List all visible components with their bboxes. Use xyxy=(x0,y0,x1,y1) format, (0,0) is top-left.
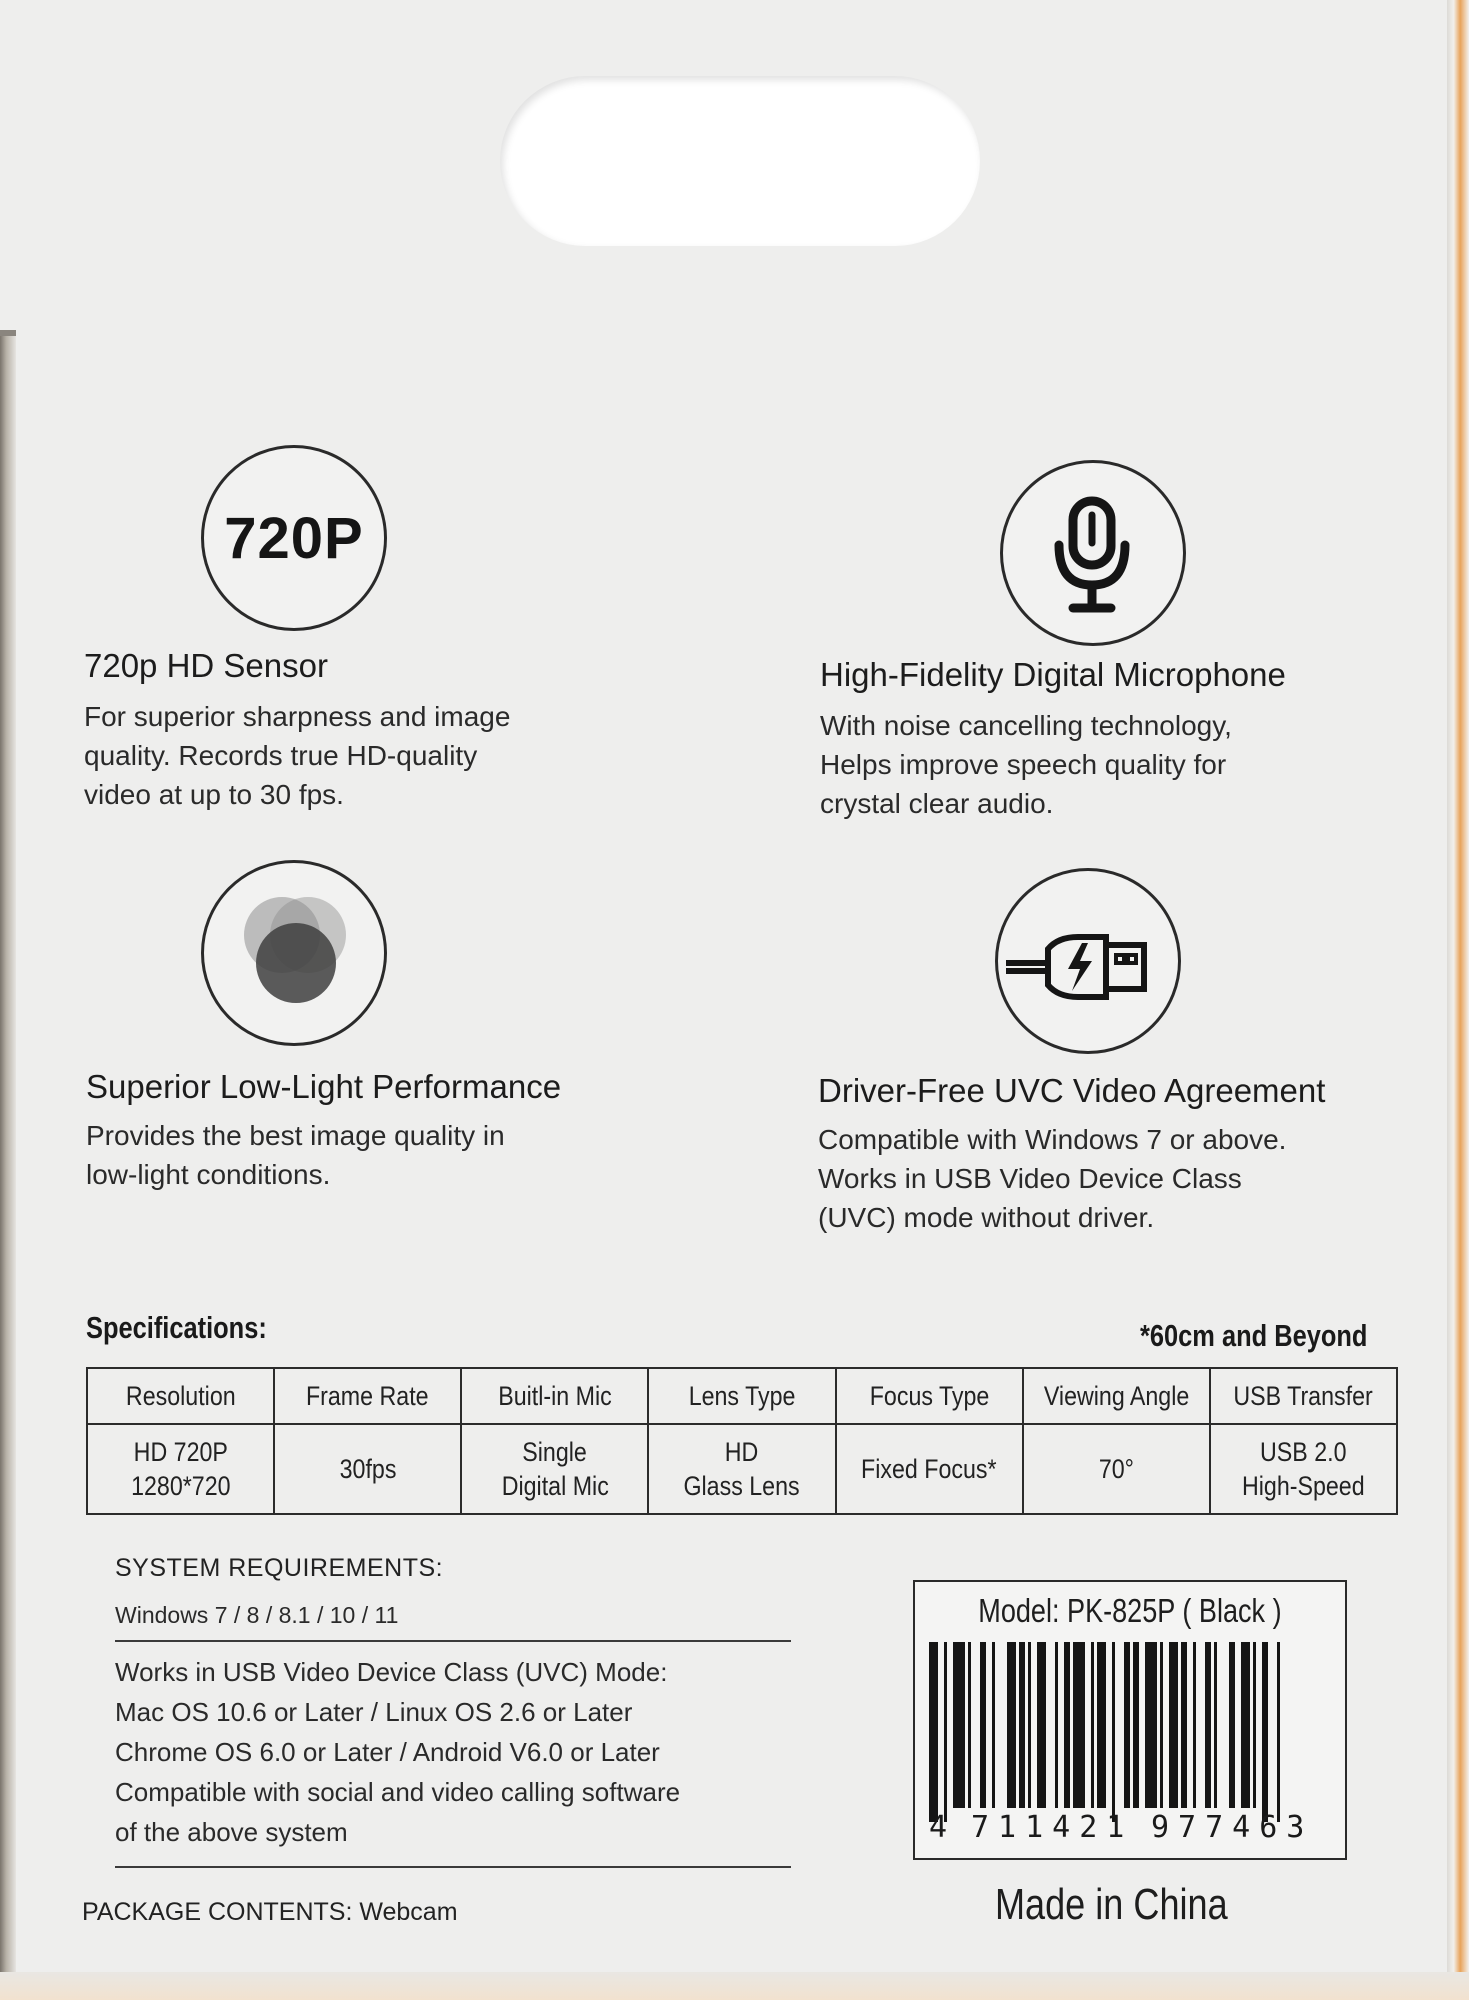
feature-title-microphone: High-Fidelity Digital Microphone xyxy=(820,656,1286,693)
barcode-bar xyxy=(1097,1642,1106,1808)
spec-value-cell: Single Digital Mic xyxy=(461,1424,648,1514)
barcode-bar xyxy=(1193,1642,1196,1808)
feature-title-uvc: Driver-Free UVC Video Agreement xyxy=(818,1072,1326,1109)
feature-desc-microphone xyxy=(820,706,1232,823)
barcode-bar xyxy=(980,1642,986,1808)
box-left-edge xyxy=(0,335,16,2000)
feature-title-sensor: 720p HD Sensor xyxy=(84,647,328,684)
specifications-heading: Specifications: xyxy=(86,1310,267,1345)
distance-note: *60cm and Beyond xyxy=(1140,1318,1368,1353)
spec-value-cell: 70° xyxy=(1023,1424,1210,1514)
hang-hole xyxy=(500,76,980,246)
divider xyxy=(115,1866,791,1868)
barcode-bar xyxy=(1064,1642,1070,1808)
720p-badge-label: 720P xyxy=(224,505,364,571)
feature-desc-line: (UVC) mode without driver. xyxy=(818,1202,1155,1233)
feature-desc-line: Helps improve speech quality for xyxy=(820,749,1227,780)
spec-value-cell: HD 720P 1280*720 xyxy=(87,1424,274,1514)
barcode-bar xyxy=(953,1642,965,1808)
barcode-bar xyxy=(1214,1642,1217,1808)
box-right-edge xyxy=(1447,0,1469,2000)
feature-desc-line: quality. Records true HD-quality xyxy=(84,740,478,771)
barcode-bar xyxy=(1229,1642,1235,1808)
barcode-bar xyxy=(1073,1642,1085,1808)
barcode-bar xyxy=(1181,1642,1187,1808)
barcode-bar xyxy=(944,1642,947,1822)
barcode-bar xyxy=(1169,1642,1178,1808)
barcode-bar xyxy=(1253,1642,1256,1808)
feature-desc-lowlight xyxy=(86,1116,505,1194)
barcode-bar xyxy=(1124,1642,1130,1808)
barcode-bar xyxy=(968,1642,971,1808)
barcode-digits xyxy=(929,1810,1335,1846)
spec-header-cell: USB Transfer xyxy=(1210,1368,1397,1424)
uvc-line: of the above system xyxy=(115,1817,348,1847)
spec-value-cell: 30fps xyxy=(274,1424,461,1514)
specifications-table xyxy=(86,1367,1398,1515)
spec-value-cell: USB 2.0 High-Speed xyxy=(1210,1424,1397,1514)
package-contents: PACKAGE CONTENTS: Webcam xyxy=(82,1898,458,1926)
feature-desc-uvc xyxy=(818,1120,1286,1237)
system-requirements-title: SYSTEM REQUIREMENTS: xyxy=(115,1554,444,1582)
overlapping-circles-icon xyxy=(201,860,387,1046)
spec-header-cell: Viewing Angle xyxy=(1023,1368,1210,1424)
barcode-digit-first: 4 xyxy=(929,1810,948,1845)
feature-desc-line: Works in USB Video Device Class xyxy=(818,1163,1242,1194)
spec-value-cell: HD Glass Lens xyxy=(648,1424,835,1514)
barcode-bar xyxy=(1112,1642,1115,1822)
barcode-label xyxy=(913,1580,1347,1860)
spec-header-cell: Focus Type xyxy=(836,1368,1023,1424)
barcode-bar xyxy=(1037,1642,1046,1808)
uvc-line: Works in USB Video Device Class (UVC) Mode: xyxy=(115,1657,668,1687)
feature-desc-line: Provides the best image quality in xyxy=(86,1120,505,1151)
feature-desc-sensor xyxy=(84,697,510,814)
feature-desc-line: video at up to 30 fps. xyxy=(84,779,344,810)
made-in-china: Made in China xyxy=(995,1880,1228,1929)
uvc-compatibility xyxy=(115,1652,680,1852)
barcode-bar xyxy=(1160,1642,1163,1808)
feature-title-lowlight: Superior Low-Light Performance xyxy=(86,1068,562,1105)
spec-header-cell: Frame Rate xyxy=(274,1368,461,1424)
barcode-bar xyxy=(1262,1642,1268,1822)
barcode-bar xyxy=(1133,1642,1139,1808)
spec-header-cell: Lens Type xyxy=(648,1368,835,1424)
feature-desc-line: With noise cancelling technology, xyxy=(820,710,1232,741)
feature-desc-line: For superior sharpness and image xyxy=(84,701,511,732)
spec-header-cell: Buitl-in Mic xyxy=(461,1368,648,1424)
barcode-bar xyxy=(1277,1642,1280,1822)
uvc-line: Mac OS 10.6 or Later / Linux OS 2.6 or Later xyxy=(115,1697,633,1727)
barcode-bar xyxy=(1091,1642,1094,1808)
spec-header-cell: Resolution xyxy=(87,1368,274,1424)
divider xyxy=(115,1640,791,1642)
model-number: Model: PK-825P ( Black ) xyxy=(978,1592,1282,1629)
barcode-bar xyxy=(1145,1642,1157,1808)
barcode-bar xyxy=(992,1642,995,1808)
spec-value-row xyxy=(87,1424,1397,1514)
windows-versions: Windows 7 / 8 / 8.1 / 10 / 11 xyxy=(115,1602,399,1628)
spec-header-row xyxy=(87,1368,1397,1424)
usb-plug-icon xyxy=(995,868,1181,1054)
box-bottom-edge xyxy=(0,1972,1469,2000)
feature-desc-line: Compatible with Windows 7 or above. xyxy=(818,1124,1287,1155)
barcode-bar xyxy=(1019,1642,1025,1808)
barcode-bar xyxy=(1028,1642,1031,1808)
box-left-edge-cap xyxy=(0,330,16,336)
720p-badge-icon xyxy=(201,445,387,631)
microphone-icon xyxy=(1000,460,1186,646)
uvc-line: Chrome OS 6.0 or Later / Android V6.0 or Later xyxy=(115,1737,660,1767)
spec-value-cell: Fixed Focus* xyxy=(836,1424,1023,1514)
feature-desc-line: crystal clear audio. xyxy=(820,788,1054,819)
uvc-line: Compatible with social and video calling software xyxy=(115,1777,681,1807)
barcode-digits-left: 711421 xyxy=(971,1810,1134,1845)
barcode-bar xyxy=(929,1642,938,1822)
barcode-bar xyxy=(1055,1642,1058,1808)
barcode-icon xyxy=(929,1642,1335,1822)
barcode-bar xyxy=(1007,1642,1016,1808)
barcode-bar xyxy=(1205,1642,1211,1808)
feature-desc-line: low-light conditions. xyxy=(86,1159,331,1190)
barcode-digits-right: 977463 xyxy=(1151,1810,1314,1845)
barcode-bar xyxy=(1241,1642,1250,1808)
